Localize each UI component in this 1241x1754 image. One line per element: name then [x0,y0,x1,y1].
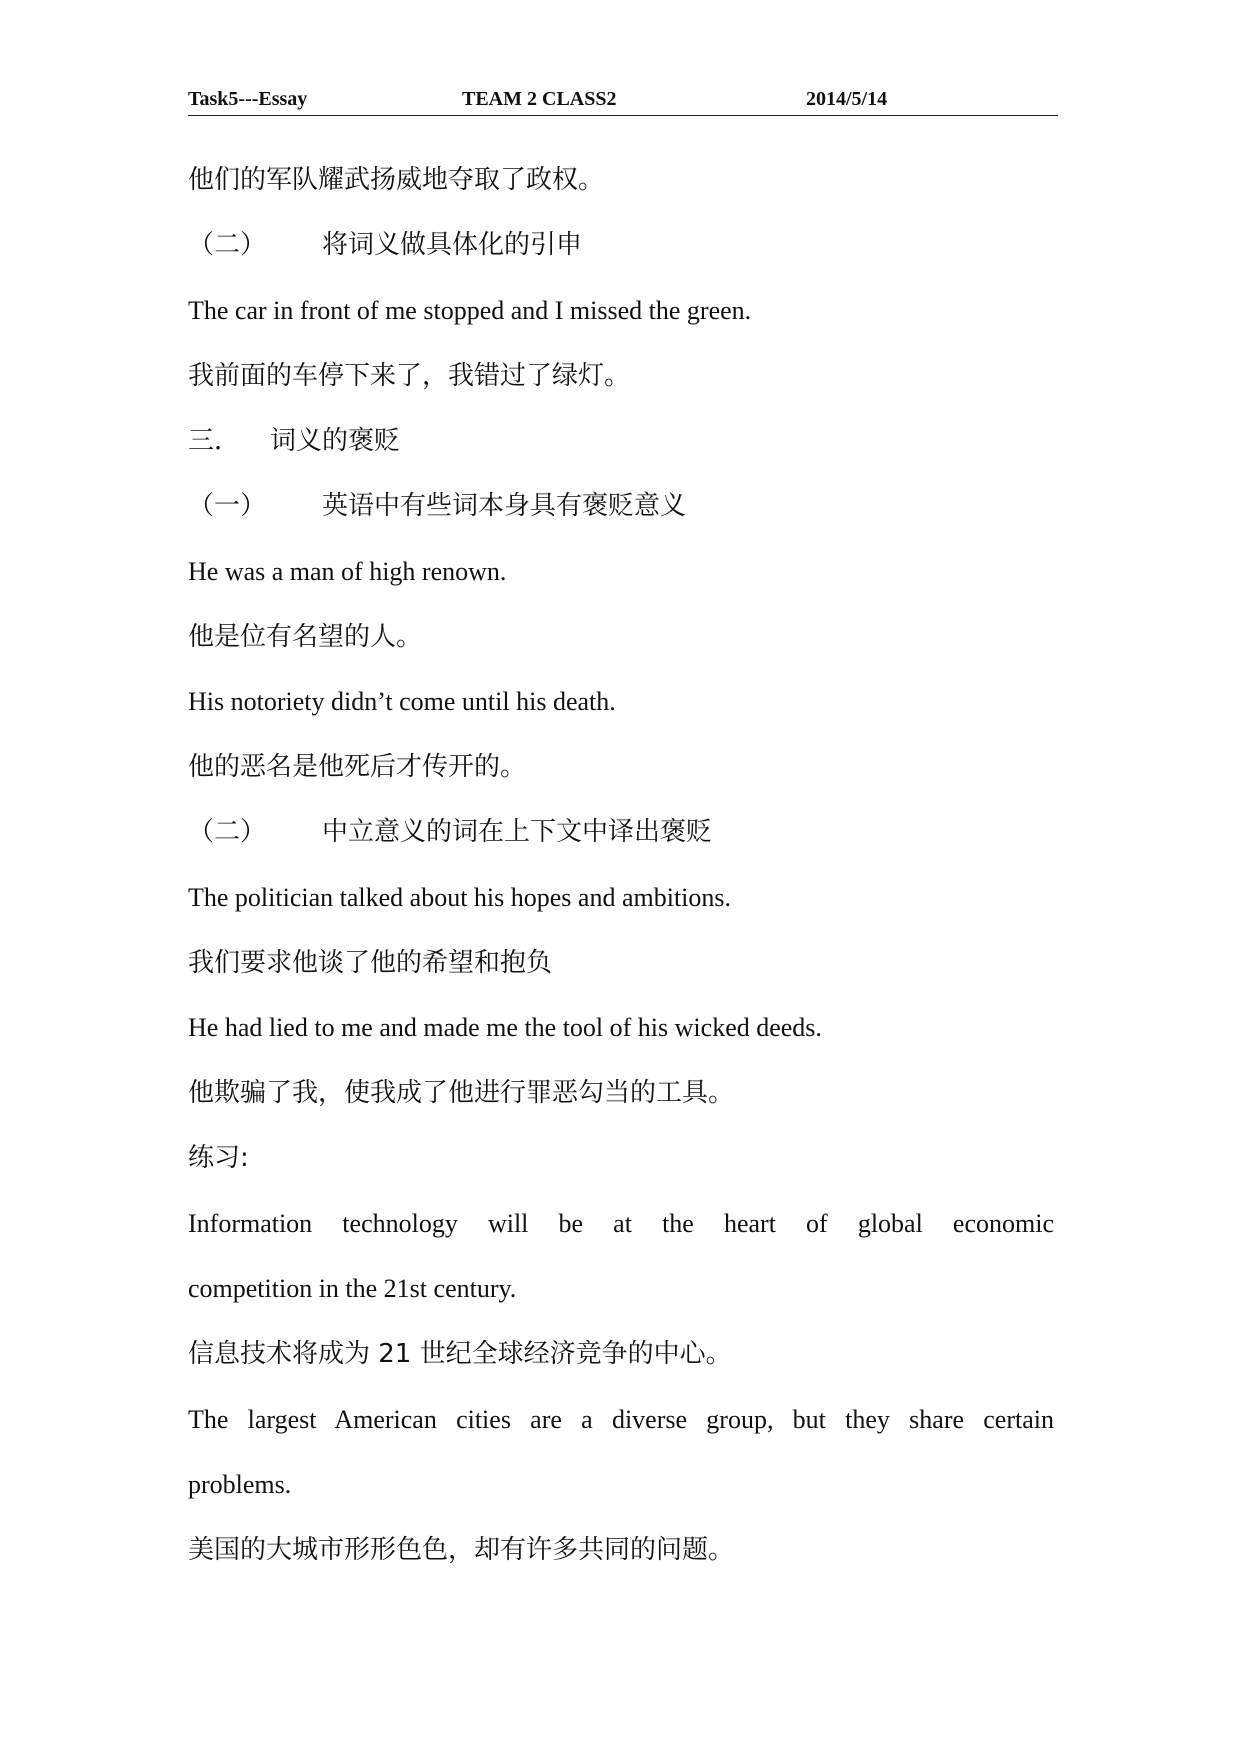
body-line: problems. [188,1470,292,1499]
subheading-number: （一） [188,491,267,521]
body-line: The car in front of me stopped and I missed the green. [188,296,752,325]
subheading-title: 将词义做具体化的引申 [322,230,583,260]
header-center-text: TEAM 2 CLASS2 [462,88,617,110]
body-line: He was a man of high renown. [188,557,507,586]
body-line: He had lied to me and made me the tool of his wicked deeds. [188,1013,822,1042]
body-line: His notoriety didn’t come until his death. [188,687,616,716]
header-left-text: Task5---Essay [188,88,308,110]
body-line: The politician talked about his hopes and ambitions. [188,883,732,912]
body-line: 他是位有名望的人。 [188,622,423,652]
page-header [188,88,1058,114]
exercise-heading: 练习: [188,1143,249,1173]
body-line: competition in the 21st century. [188,1274,517,1303]
body-line: 我前面的车停下来了，我错过了绿灯。 [188,361,631,391]
subheading-number: （二） [188,230,267,260]
subheading [188,815,1054,849]
body-line: 我们要求他谈了他的希望和抱负 [188,948,553,978]
section-heading [188,424,1054,458]
subheading [188,489,1054,523]
subheading [188,228,1054,262]
body-line: 他们的军队耀武扬威地夺取了政权。 [188,165,605,195]
body-line: 他的恶名是他死后才传开的。 [188,752,527,782]
body-line: 他欺骗了我，使我成了他进行罪恶勾当的工具。 [188,1078,735,1108]
section-number: 三． [188,426,241,456]
section-title: 词义的褒贬 [270,426,401,456]
header-divider [188,115,1058,116]
subheading-number: （二） [188,817,267,847]
header-date-text: 2014/5/14 [806,88,888,110]
body-line: 信息技术将成为 21 世纪全球经济竞争的中心。 [188,1339,732,1369]
subheading-title: 英语中有些词本身具有褒贬意义 [322,491,687,521]
body-line: The largest American cities are a diverse group, but they share certain [188,1405,1054,1434]
subheading-title: 中立意义的词在上下文中译出褒贬 [322,817,713,847]
body-line: 美国的大城市形形色色，却有许多共同的问题。 [188,1535,735,1565]
body-line: Information technology will be at the heart of global economic [188,1209,1054,1238]
